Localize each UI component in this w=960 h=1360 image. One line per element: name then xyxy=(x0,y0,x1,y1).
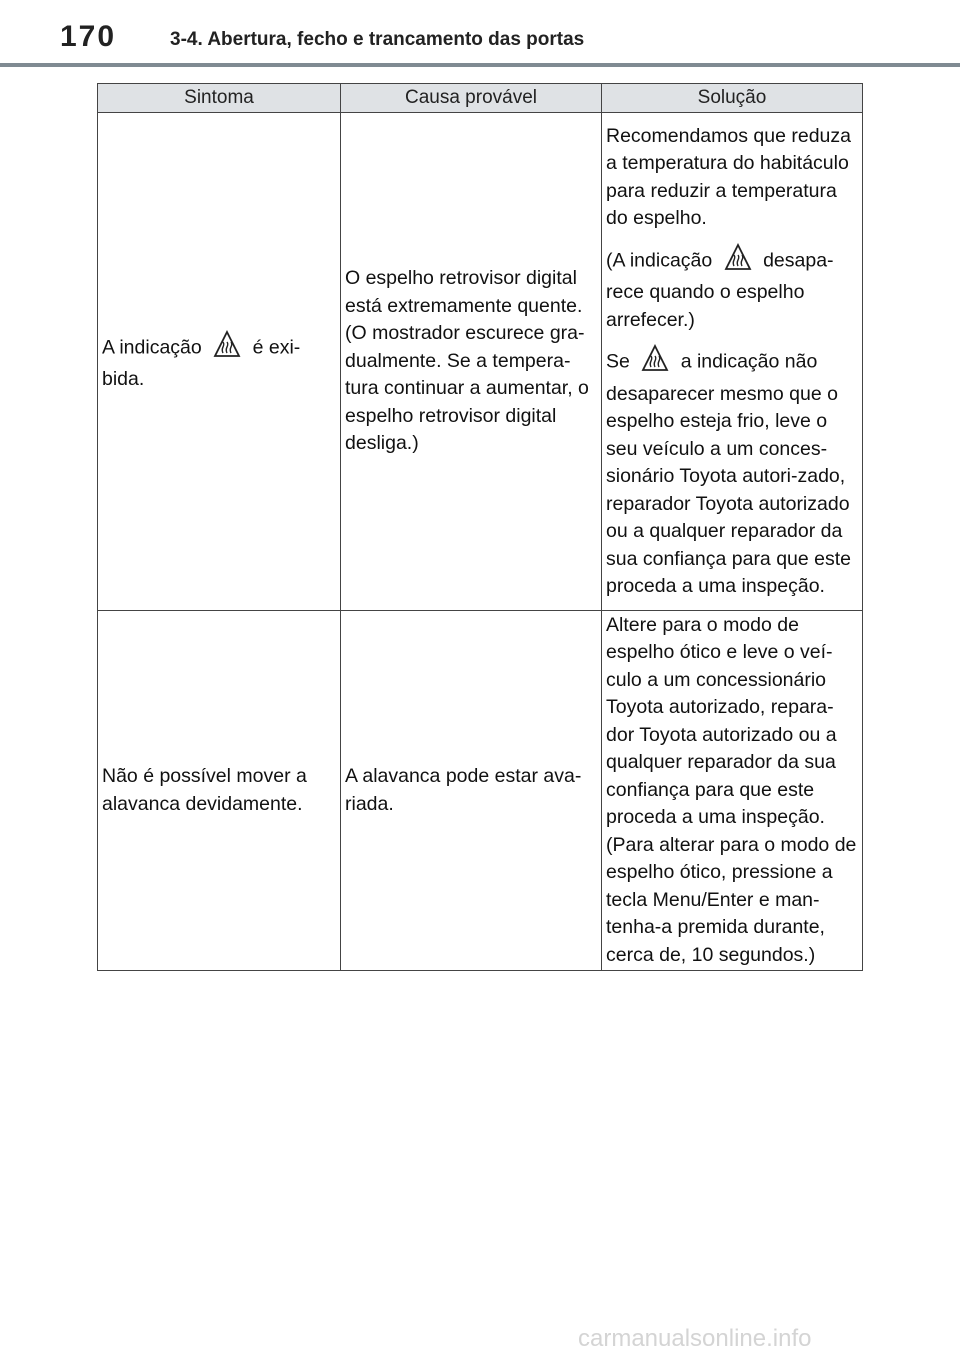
column-header-symptom: Sintoma xyxy=(98,84,341,113)
cause-cell: A alavanca pode estar ava-riada. xyxy=(341,611,602,971)
symptom-cell xyxy=(98,113,341,611)
header-divider xyxy=(0,63,960,67)
symptom-text-after-icon: é exi-bida. xyxy=(102,335,301,390)
table-row xyxy=(98,113,863,611)
page-header xyxy=(0,0,960,70)
table-header-row xyxy=(98,84,863,113)
solution-cell xyxy=(602,113,863,611)
troubleshooting-table xyxy=(97,83,863,971)
solution-text: Se xyxy=(606,350,630,373)
page-number: 170 xyxy=(60,20,117,53)
cause-cell: O espelho retrovisor digital está extremamente quente. (O mostrador escurece gra-dualmente. Se a tempera-tura continuar a aumentar, o espelho retrovisor digital desliga.) xyxy=(341,113,602,611)
symptom-cell: Não é possível mover a alavanca devidamente. xyxy=(98,611,341,971)
high-temperature-warning-icon xyxy=(724,243,752,280)
solution-paragraph: Recomendamos que reduza a temperatura do habitáculo para reduzir a temperatura do espelho. xyxy=(606,124,851,229)
solution-text: (A indicação xyxy=(606,248,713,271)
high-temperature-warning-icon xyxy=(641,344,669,381)
table-row xyxy=(98,611,863,971)
watermark: carmanualsonline.info xyxy=(578,1325,812,1352)
solution-paragraph xyxy=(606,243,858,335)
symptom-text-before-icon: A indicação xyxy=(102,335,202,358)
solution-cell: Altere para o modo de espelho ótico e leve o veí-culo a um concessionário Toyota autorizado, repara-dor Toyota autorizado ou a qualquer reparador da sua confiança para que este proceda a uma inspeção. (Para alterar para o modo de espelho ótico, pressione a tecla Menu/Enter e man-tenha-a premida durante, cerca de, 10 segundos.) xyxy=(602,611,863,971)
solution-paragraph xyxy=(606,344,858,601)
solution-text: desapa-rece quando o espelho arrefecer.) xyxy=(606,248,834,331)
column-header-solution: Solução xyxy=(602,84,863,113)
column-header-cause: Causa provável xyxy=(341,84,602,113)
high-temperature-warning-icon xyxy=(213,330,241,367)
section-title: 3-4. Abertura, fecho e trancamento das portas xyxy=(170,29,585,50)
solution-text: a indicação não desaparecer mesmo que o espelho esteja frio, leve o seu veículo a um conces-sionário Toyota autori-zado, reparador Toyota autorizado ou a qualquer reparador da sua confiança para que este proceda a uma inspeção. xyxy=(606,350,852,597)
